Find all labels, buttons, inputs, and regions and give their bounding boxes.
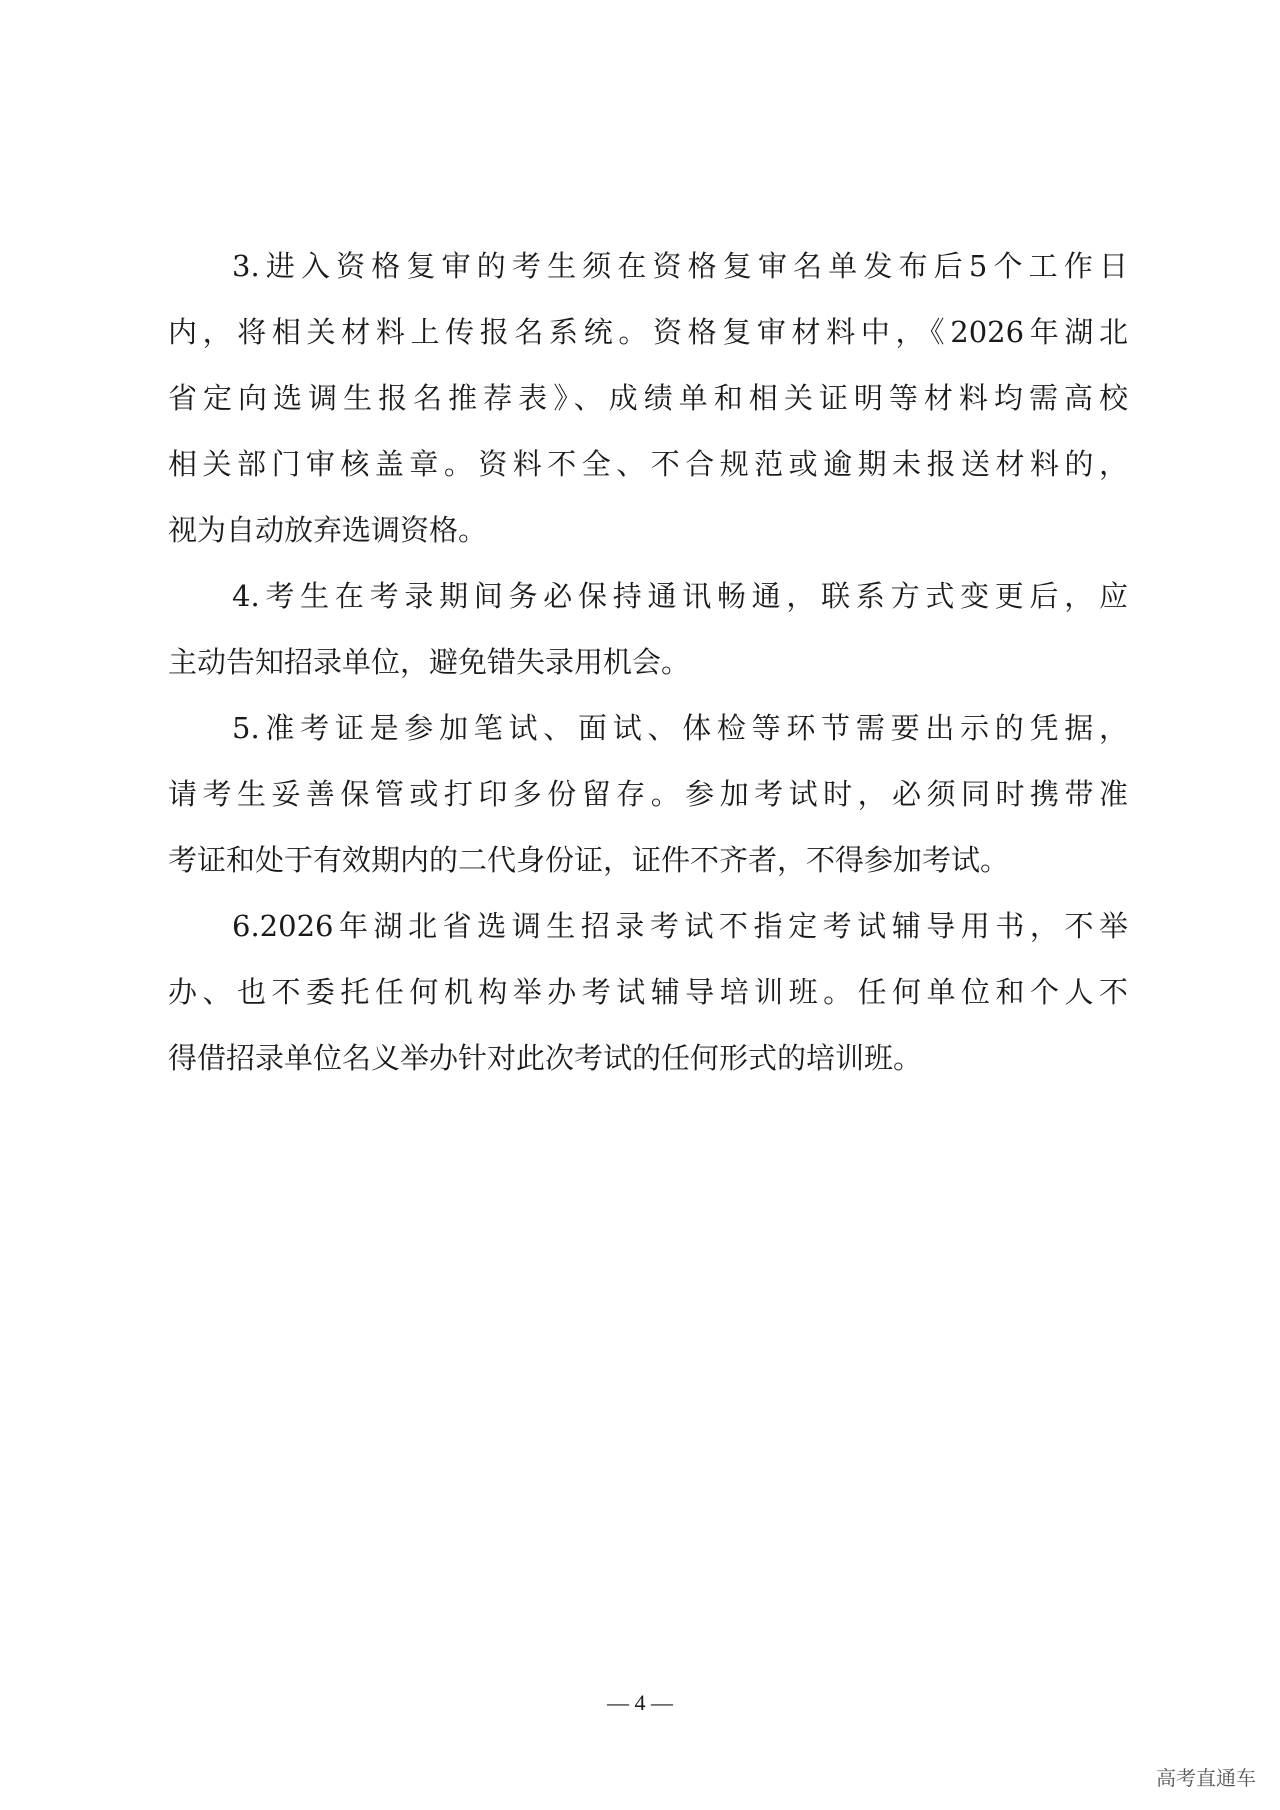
paragraph-4-line-2: 主动告知招录单位，避免错失录用机会。: [168, 645, 691, 679]
paragraph-5-line-2: 请考生妥善保管或打印多份留存。参加考试时，必须同时携带准: [168, 777, 1128, 811]
paragraph-3-line-1: 3.进入资格复审的考生须在资格复审名单发布后5个工作日: [232, 249, 1128, 283]
paragraph-4-line-1: 4.考生在考录期间务必保持通讯畅通，联系方式变更后，应: [232, 579, 1128, 613]
paragraph-3-line-3: 省定向选调生报名推荐表》、成绩单和相关证明等材料均需高校: [168, 381, 1128, 415]
watermark-text: 高考直通车: [1156, 1766, 1256, 1790]
paragraph-6-line-2: 办、也不委托任何机构举办考试辅导培训班。任何单位和个人不: [168, 975, 1128, 1009]
paragraph-6-line-3: 得借招录单位名义举办针对此次考试的任何形式的培训班。: [168, 1041, 923, 1075]
paragraph-5-line-1: 5.准考证是参加笔试、面试、体检等环节需要出示的凭据，: [232, 711, 1128, 745]
paragraph-3-line-5: 视为自动放弃选调资格。: [168, 513, 488, 547]
page-number: — 4 —: [607, 1690, 673, 1715]
paragraph-5-line-3: 考证和处于有效期内的二代身份证，证件不齐者，不得参加考试。: [168, 843, 1010, 877]
paragraph-6-line-1: 6.2026年湖北省选调生招录考试不指定考试辅导用书，不举: [232, 909, 1128, 943]
paragraph-3-line-4: 相关部门审核盖章。资料不全、不合规范或逾期未报送材料的，: [168, 447, 1128, 481]
paragraph-3-line-2: 内，将相关材料上传报名系统。资格复审材料中，《2026年湖北: [168, 315, 1128, 349]
